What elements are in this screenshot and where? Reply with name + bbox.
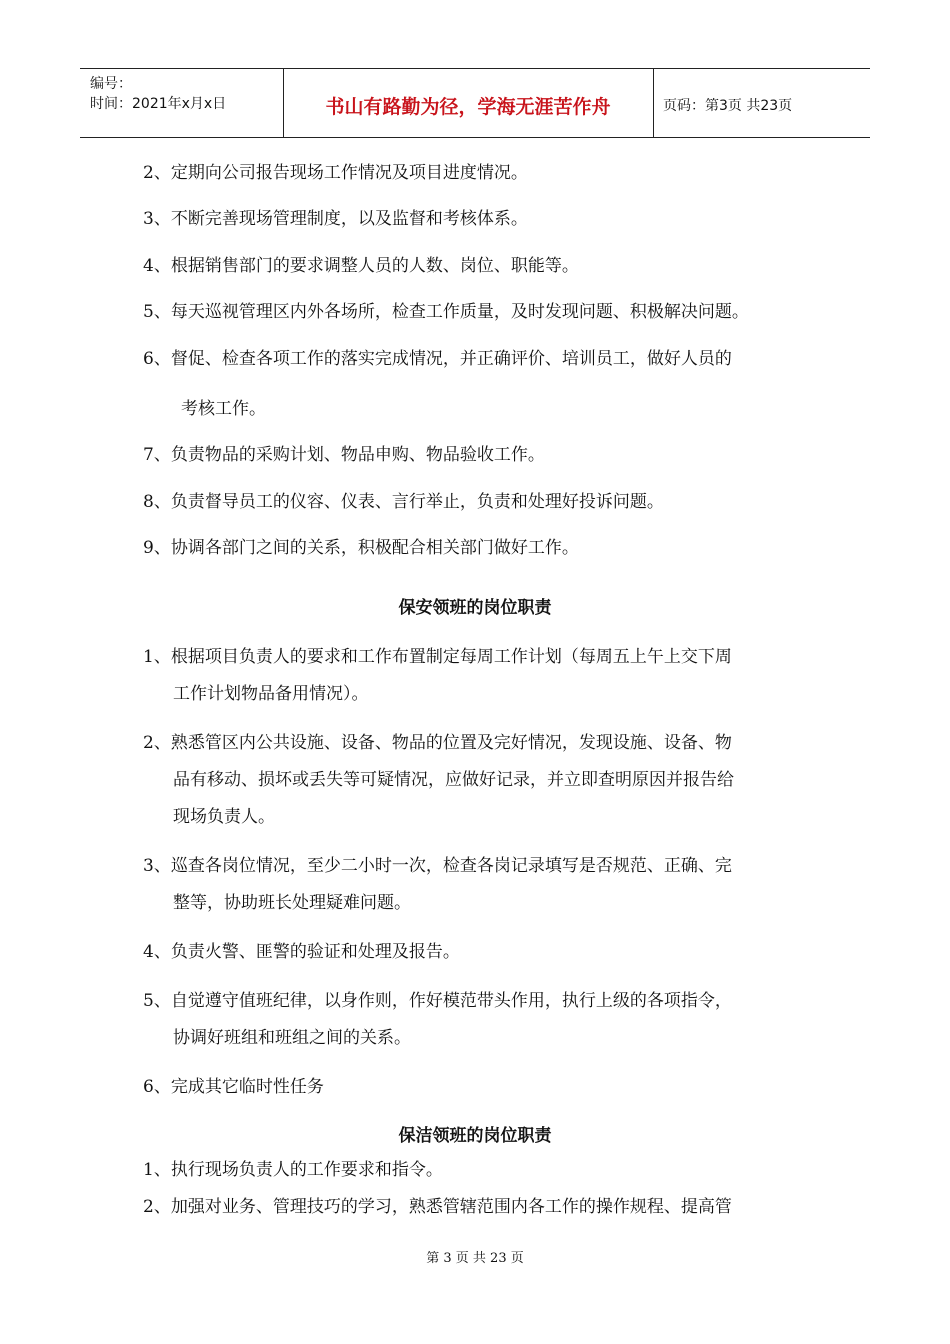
- header-page-info: 页码：第3页 共23页: [663, 98, 793, 114]
- header-motto-cell: [283, 69, 654, 137]
- body-line: 2、熟悉管区内公共设施、设备、物品的位置及完好情况，发现设施、设备、物: [143, 733, 732, 753]
- body-line: 现场负责人。: [173, 807, 275, 827]
- body-line: 6、督促、检查各项工作的落实完成情况，并正确评价、培训员工，做好人员的: [143, 349, 732, 369]
- document-date: 时间：2021年x月x日: [90, 96, 227, 112]
- body-line: 1、执行现场负责人的工作要求和指令。: [143, 1160, 443, 1180]
- header-motto: 书山有路勤为径，学海无涯苦作舟: [325, 96, 611, 118]
- body-line: 2、加强对业务、管理技巧的学习，熟悉管辖范围内各工作的操作规程、提高管: [143, 1197, 732, 1217]
- body-line: 协调好班组和班组之间的关系。: [173, 1028, 411, 1048]
- body-line: 7、负责物品的采购计划、物品申购、物品验收工作。: [143, 445, 545, 465]
- body-line: 5、每天巡视管理区内外各场所，检查工作质量，及时发现问题、积极解决问题。: [143, 302, 749, 322]
- body-line: 3、不断完善现场管理制度，以及监督和考核体系。: [143, 209, 528, 229]
- body-line: 1、根据项目负责人的要求和工作布置制定每周工作计划（每周五上午上交下周: [143, 647, 732, 667]
- body-line: 6、完成其它临时性任务: [143, 1077, 324, 1097]
- page-footer: 第 3 页 共 23 页: [426, 1251, 524, 1266]
- section-heading-security: 保安领班的岗位职责: [398, 598, 552, 618]
- body-line: 考核工作。: [181, 399, 266, 419]
- header-page-cell: [653, 69, 870, 137]
- section-heading-cleaning: 保洁领班的岗位职责: [398, 1126, 552, 1146]
- page-header: [80, 68, 870, 138]
- body-line: 整等，协助班长处理疑难问题。: [173, 893, 411, 913]
- body-line: 工作计划物品备用情况）。: [173, 684, 369, 704]
- body-line: 5、自觉遵守值班纪律，以身作则，作好模范带头作用，执行上级的各项指令，: [143, 991, 732, 1011]
- body-line: 2、定期向公司报告现场工作情况及项目进度情况。: [143, 163, 528, 183]
- document-number-label: 编号：: [90, 76, 132, 92]
- body-line: 8、负责督导员工的仪容、仪表、言行举止，负责和处理好投诉问题。: [143, 492, 664, 512]
- header-left-cell: [80, 69, 284, 137]
- body-line: 9、协调各部门之间的关系，积极配合相关部门做好工作。: [143, 538, 579, 558]
- body-line: 4、负责火警、匪警的验证和处理及报告。: [143, 942, 460, 962]
- body-line: 3、巡查各岗位情况，至少二小时一次，检查各岗记录填写是否规范、正确、完: [143, 856, 732, 876]
- body-line: 4、根据销售部门的要求调整人员的人数、岗位、职能等。: [143, 256, 579, 276]
- body-line: 品有移动、损坏或丢失等可疑情况，应做好记录，并立即查明原因并报告给: [173, 770, 734, 790]
